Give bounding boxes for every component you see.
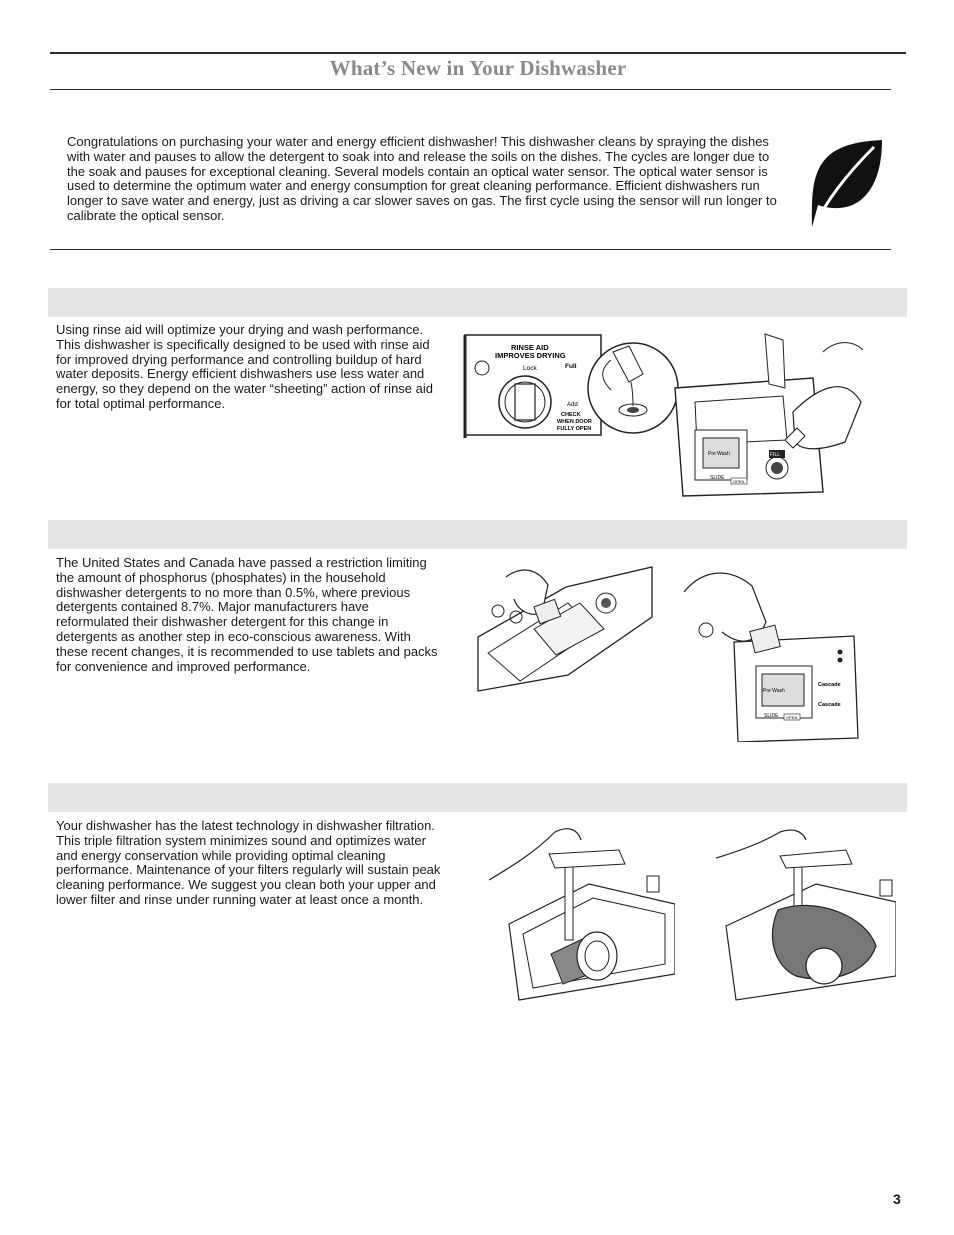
detergent-tablet-illustration (476, 559, 654, 699)
page-number: 3 (893, 1191, 901, 1207)
dial-label-line1: RINSE AID (511, 343, 549, 352)
door-slide-label: SLIDE (764, 713, 779, 719)
intro-paragraph: Congratulations on purchasing your water and energy efficient dishwasher! This dishwasher cleans by spraying the dishes with water and pauses to allow the detergent to soak into and release the soils on the dishes. The cycles are longer due to the soak and pauses for exceptional cleaning. Several models contain an optical water sensor. The optical water sensor is used to determine the optimum water and energy consumption for great cleaning performance. Efficient dishwashers run longer to save water and energy, just as driving a car slower saves on gas. The first cycle using the sensor will run longer to calibrate the optical sensor. (67, 134, 777, 223)
section-band-detergent (48, 520, 907, 549)
detergent-paragraph: The United States and Canada have passed a restriction limiting the amount of phosphorus (phosphates) in the household dishwasher detergents to no more than 0.5%, where previous detergents contained 8.7%. Major manufacturers have reformulated their dishwasher detergent for this change in detergents as another step in eco-conscious awareness. With these recent changes, it is recommended to use tablets and packs for convenience and improved performance. (56, 555, 438, 674)
rinse-aid-paragraph: Using rinse aid will optimize your drying and wash performance. This dishwasher is specifically designed to be used with rinse aid for improved drying performance and controlling buildup of hard water deposits. Energy efficient dishwashers use less water and energy, so they depend on the water “sheeting” action of rinse aid for total optimal performance. (56, 322, 433, 411)
leaf-icon (804, 139, 884, 229)
dial-add-label: Add (567, 402, 578, 408)
intro-bottom-rule (50, 249, 891, 250)
door-open-label: OPEN (786, 715, 798, 720)
filtration-paragraph: Your dishwasher has the latest technology in dishwasher filtration. This triple filtration system minimizes sound and optimizes water and energy conservation while providing optimal cleaning performance. Maintenance of your filters regularly will sustain peak cleaning performance. We suggest you clean both your upper and lower filter and rinse under running water at least once a month. (56, 818, 441, 907)
dial-check-line1: CHECK (561, 412, 581, 418)
header-top-rule (50, 52, 906, 54)
dial-check-line3: FULLY OPEN (557, 426, 592, 432)
dial-label-line2: IMPROVES DRYING (495, 351, 566, 360)
page-title: What’s New in Your Dishwasher (329, 56, 627, 80)
section-band-rinse-aid (48, 288, 907, 317)
dispenser-fill-label: FILL (770, 452, 781, 458)
header-bottom-rule (50, 89, 891, 90)
door-prewash-label: Pre Wash (763, 688, 785, 694)
dial-full-label: Full (565, 363, 577, 370)
rinse-dispenser-illustration (673, 332, 865, 504)
lower-filter-illustration (716, 826, 896, 1002)
section-band-filtration (48, 783, 907, 812)
rinse-aid-dial-illustration (461, 330, 683, 442)
dial-check-line2: WHEN DOOR (557, 419, 592, 425)
door-brand-a: Cascade (818, 682, 841, 688)
dispenser-open-label: OPEN (733, 479, 745, 484)
dispenser-prewash-label: Pre Wash (708, 451, 730, 457)
door-brand-b: Cascade (818, 702, 841, 708)
upper-filter-illustration (489, 824, 675, 1002)
dispenser-slide-label: SLIDE (710, 475, 725, 481)
detergent-door-illustration (682, 562, 862, 742)
dial-lock-label: Lock (523, 365, 537, 372)
